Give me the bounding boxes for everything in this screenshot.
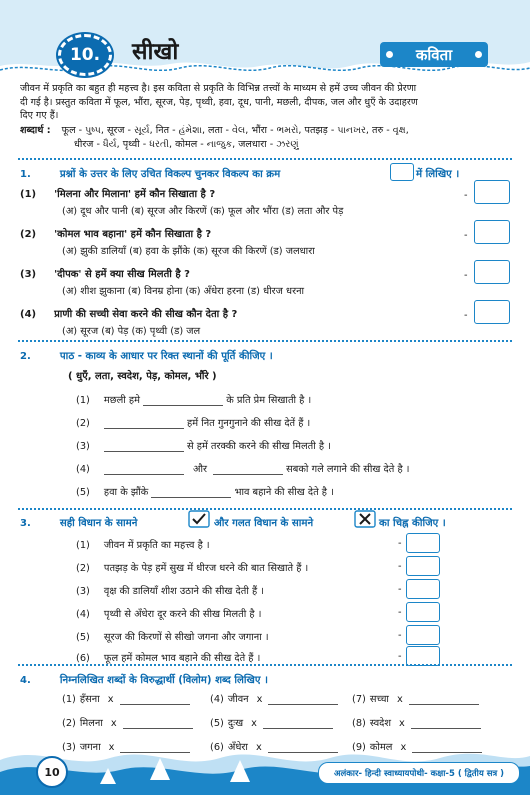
answer-box[interactable] [406, 602, 440, 622]
item-number: (5) [210, 718, 224, 729]
badge-dot-icon [475, 51, 482, 58]
answer-line[interactable] [411, 718, 481, 729]
dash: - [398, 561, 402, 572]
dash: - [398, 538, 402, 549]
antonym-item [352, 716, 481, 729]
answer-box[interactable] [474, 300, 510, 324]
blank-sentence [104, 441, 331, 452]
blank-line[interactable] [143, 395, 223, 406]
item-question: 'दीपक' से हमें क्या सीख मिलती है ? [54, 269, 190, 280]
blank-sentence [104, 487, 334, 498]
antonym-word: जगना [79, 742, 101, 753]
item-number: (4) [210, 694, 224, 705]
statement-item [76, 561, 308, 574]
x-mark: x [255, 742, 262, 753]
x-mark: x [108, 742, 115, 753]
answer-box[interactable] [406, 646, 440, 666]
antonym-item [210, 692, 338, 705]
antonym-item [62, 716, 193, 729]
item-number: (3) [20, 269, 37, 280]
dash: - [464, 230, 468, 241]
item-question: 'मिलना और मिलाना' हमें कौन सिखाता है ? [54, 189, 216, 200]
sentence-end: हमें नित गुनगुनाने की सीख देतें हैं । [187, 418, 311, 429]
blank-sentence [104, 418, 310, 429]
sentence-end: भाव बहाने की सीख देते है । [234, 487, 334, 498]
word-meanings-label: शब्दार्थ : [20, 125, 51, 136]
item-number: (6) [76, 653, 90, 664]
x-mark: x [396, 694, 403, 705]
item-number: (1) [76, 540, 90, 551]
answer-line[interactable] [123, 718, 193, 729]
divider [18, 158, 512, 160]
answer-box[interactable] [406, 533, 440, 553]
divider [18, 508, 512, 510]
word-meanings [20, 124, 512, 151]
question-number: 3. [20, 518, 31, 529]
lesson-number-badge [58, 34, 112, 76]
intro-line: दी गई है। प्रस्तुत कविता में फूल, भौंरा, सूरज, पेड़, पृथ्वी, हवा, दूध, पानी, मछली, दीपक, जल और धुएँ के उदाहरण [20, 96, 418, 108]
item-number: (3) [76, 441, 90, 452]
fill-blank-item [76, 485, 334, 498]
statement-text: पृथ्वी से अँधेरा दूर करने की सीख मिलती है । [103, 609, 262, 620]
question-text: पाठ - काव्य के आधार पर रिक्त स्थानों की पूर्ति कीजिए । [59, 351, 273, 362]
item-question: प्राणी की सच्ची सेवा करने की सीख कौन देता है ? [54, 309, 238, 320]
item-number: (4) [20, 309, 37, 320]
item-number: (4) [76, 464, 90, 475]
statement-item [76, 630, 269, 643]
fill-blank-item [76, 393, 311, 406]
question-text-end: में लिखिए । [416, 169, 460, 180]
q4-heading [20, 672, 268, 686]
answer-line[interactable] [268, 694, 338, 705]
antonym-word: कोमल [369, 742, 393, 753]
divider [18, 664, 512, 666]
item-number: (9) [352, 742, 366, 753]
antonym-word: सच्चा [369, 694, 389, 705]
blank-line[interactable] [151, 487, 231, 498]
statement-text: जीवन में प्रकृति का महत्त्व है । [103, 540, 210, 551]
answer-box[interactable] [406, 579, 440, 599]
statement-text: वृक्ष की डालियाँ शीश उठाने की सीख देती हैं । [103, 586, 264, 597]
q1-item [20, 266, 190, 280]
question-number: 1. [20, 169, 31, 180]
antonym-item [210, 716, 333, 729]
sentence-end: के प्रति प्रेम सिखाती है । [226, 395, 312, 406]
badge-dot-icon [386, 51, 393, 58]
item-number: (3) [76, 586, 90, 597]
answer-line[interactable] [120, 694, 190, 705]
item-number: (7) [352, 694, 366, 705]
question-text: सही विधान के सामने [59, 518, 138, 529]
sentence-middle: और [193, 464, 208, 475]
question-text: निम्नलिखित शब्दों के विरुद्धार्थी (विलोम) शब्द लिखिए । [59, 675, 268, 686]
item-number: (6) [210, 742, 224, 753]
item-number: (2) [20, 229, 37, 240]
item-number: (5) [76, 487, 90, 498]
statement-item [76, 651, 260, 664]
blank-line[interactable] [104, 464, 184, 475]
statement-text: फूल हमें कोमल भाव बहाने की सीख देते हैं । [103, 653, 261, 664]
x-mark: x [400, 742, 407, 753]
statement-text: सूरज की किरणों से सीखो जगना और जगाना । [103, 632, 269, 643]
answer-key-box [390, 163, 414, 181]
answer-box[interactable] [406, 625, 440, 645]
fill-blank-item [76, 416, 310, 429]
item-number: (4) [76, 609, 90, 620]
x-mark: x [251, 718, 257, 729]
answer-box[interactable] [474, 180, 510, 204]
dash: - [398, 607, 402, 618]
intro-line: जीवन में प्रकृति का बहुत ही महत्त्व है। इस कविता से प्रकृति के विभिन्न तत्त्वों के माध्यम से हमें उच्च जीवन की प्रेरणा [20, 83, 417, 94]
antonym-word: दुःख [227, 718, 244, 729]
item-number: (8) [352, 718, 366, 729]
q3-heading [20, 515, 137, 529]
blank-sentence [104, 395, 311, 406]
antonym-item [352, 692, 479, 705]
sentence-start: हवा के झौंके [103, 487, 149, 498]
x-mark: x [256, 694, 263, 705]
item-options: (अ) झुकी डालियाँ (ब) हवा के झौंके (क) सूरज की किरणें (ड) जलधारा [62, 246, 315, 257]
dash: - [464, 190, 468, 201]
antonym-word: अँधेरा [227, 742, 248, 753]
page-title: सीखो [132, 39, 179, 65]
question-text: प्रश्नों के उत्तर के लिए उचित विकल्प चुनकर विकल्प का क्रम [59, 169, 281, 180]
sentence-start: मछली हमे [103, 395, 140, 406]
item-question: 'कोमल भाव बहाना' हमें कौन सिखाता है ? [54, 229, 212, 240]
q2-heading [20, 348, 273, 362]
answer-box[interactable] [474, 220, 510, 244]
q1-item [20, 306, 237, 320]
fill-blank-item [76, 439, 331, 452]
item-options: (अ) सूरज (ब) पेड़ (क) पृथ्वी (ड) जल [62, 326, 201, 337]
q1-item [20, 186, 215, 200]
word-options: ( धुएँ, लता, स्वदेश, पेड़, कोमल, भौंरे ) [68, 371, 217, 382]
answer-line[interactable] [409, 694, 479, 705]
blank-sentence [104, 464, 410, 475]
genre-badge [380, 42, 488, 67]
item-number: (2) [76, 418, 90, 429]
antonym-word: हँसना [79, 694, 100, 705]
q1-item [20, 226, 211, 240]
sentence-end: से हमें तरक्की करने की सीख मिलती है । [187, 441, 331, 452]
item-number: (1) [76, 395, 90, 406]
dash: - [464, 270, 468, 281]
blank-line[interactable] [213, 464, 283, 475]
divider [18, 340, 512, 342]
check-mark-icon [188, 510, 210, 528]
item-options: (अ) शीश झुकाना (ब) विनम्र होना (क) अँधेरा हरना (ड) धीरज धरना [62, 286, 305, 297]
x-mark: x [399, 718, 405, 729]
blank-line[interactable] [104, 441, 184, 452]
antonym-word: स्वदेश [369, 718, 392, 729]
x-mark: x [110, 718, 117, 729]
antonym-word: मिलना [79, 718, 103, 729]
item-options: (अ) दूध और पानी (ब) सूरज और किरणें (क) फूल और भौंरा (ड) लता और पेड़ [62, 206, 344, 217]
dash: - [464, 310, 468, 321]
lesson-number: 10. [69, 45, 101, 65]
page-number: 10 [36, 756, 68, 788]
cross-mark-icon [354, 510, 376, 528]
dash: - [398, 651, 402, 662]
genre-label: कविता [415, 45, 453, 64]
dash: - [398, 630, 402, 641]
item-number: (2) [62, 718, 76, 729]
answer-box[interactable] [406, 556, 440, 576]
intro-line: दिए गए हैं। [20, 110, 59, 121]
blank-line[interactable] [104, 418, 184, 429]
statement-item [76, 538, 210, 551]
question-text: का चिह्न कीजिए । [379, 518, 446, 529]
statement-text: पतझड़ के पेड़ हमें सुख में धीरज धरने की बात सिखाते हैं । [103, 563, 309, 574]
item-number: (2) [76, 563, 90, 574]
answer-box[interactable] [474, 260, 510, 284]
dash: - [398, 584, 402, 595]
question-number: 4. [20, 675, 31, 686]
intro-paragraph [20, 82, 512, 123]
x-mark: x [107, 694, 114, 705]
q1-heading [20, 166, 280, 180]
statement-item [76, 584, 264, 597]
fill-blank-item [76, 462, 409, 475]
statement-item [76, 607, 261, 620]
word-meanings-line: धीरज - ધૈર્ય, पृथ्वी - ધરતી, कोमल - નાજુક, जलधारा - ઝરણું [74, 138, 299, 150]
item-number: (1) [20, 189, 37, 200]
item-number: (5) [76, 632, 90, 643]
book-title: अलंकार- हिन्दी स्वाध्यायपोथी- कक्षा-5 ( द्वितीय सत्र ) [318, 762, 520, 784]
answer-line[interactable] [263, 718, 333, 729]
sentence-end: सबको गले लगाने की सीख देते है । [286, 464, 410, 475]
antonym-word: जीवन [227, 694, 249, 705]
item-number: (3) [62, 742, 76, 753]
question-text: और गलत विधान के सामने [214, 518, 314, 529]
antonym-item [62, 692, 190, 705]
item-number: (1) [62, 694, 76, 705]
word-meanings-line: फूल - પુષ્પ, सूरज - સૂર્ય, नित - હંમેશા, लता - વેલ, भौंरा - ભમરો, पतझड़ - પાનખર, तरु - વૃક્ષ, [61, 125, 409, 136]
question-number: 2. [20, 351, 31, 362]
